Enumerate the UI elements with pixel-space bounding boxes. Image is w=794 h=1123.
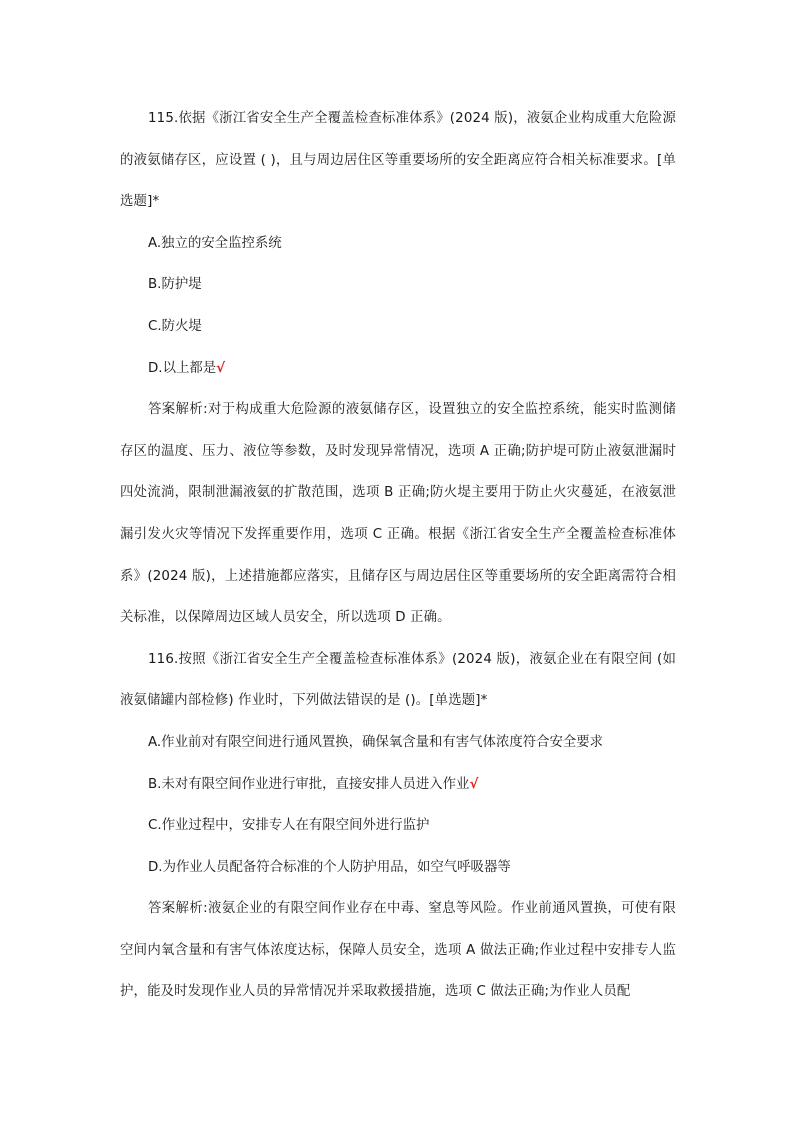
correct-check-icon: √ [216, 360, 226, 376]
question-116-option-a: A.作业前对有限空间进行通风置换，确保氧含量和有害气体浓度符合安全要求 [148, 734, 604, 750]
question-116-option-b: B.未对有限空间作业进行审批，直接安排人员进入作业 [148, 776, 470, 792]
question-115-analysis: 答案解析:对于构成重大危险源的液氨储存区，设置独立的安全监控系统，能实时监测储存区的温度、压力、液位等参数，及时发现异常情况，选项 A 正确;防护堤可防止液氨泄漏时四处流淌，限制泄漏液氨的扩散范围，选项 B 正确;防火堤主要用于防止火灾蔓延，在液氨泄漏引发火灾等情况下发挥重要作用，选项 C 正确。根据《浙江省安全生产全覆盖检查标准体系》(2024 版)，上述措施都应落实，且储存区与周边居住区等重要场所的安全距离需符合相关标准，以保障周边区域人员安全，所以选项 D 正确。 [120, 402, 676, 626]
question-116-analysis: 答案解析:液氨企业的有限空间作业存在中毒、窒息等风险。作业前通风置换，可使有限空间内氧含量和有害气体浓度达标，保障人员安全，选项 A 做法正确;作业过程中安排专人监护，能及时发现作业人员的异常情况并采取救援措施，选项 C 做法正确;为作业人员配 [120, 901, 676, 1000]
document-body [120, 98, 676, 1013]
question-115-option-b: B.防护堤 [148, 277, 202, 293]
question-116-option-b-row [120, 764, 676, 806]
correct-check-icon: √ [469, 776, 479, 792]
question-116-option-d: D.为作业人员配备符合标准的个人防护用品，如空气呼吸器等 [148, 859, 511, 875]
question-115-option-a: A.独立的安全监控系统 [148, 235, 282, 251]
question-115-option-c: C.防火堤 [148, 318, 202, 334]
question-115-option-d: D.以上都是 [148, 360, 217, 376]
question-115-option-d-row [120, 348, 676, 390]
question-115-stem: 115.依据《浙江省安全生产全覆盖检查标准体系》(2024 版)，液氨企业构成重大危险源的液氨储存区，应设置 ( )，且与周边居住区等重要场所的安全距离应符合相关标准要求。[单选题]* [120, 111, 676, 210]
question-116-option-c: C.作业过程中，安排专人在有限空间外进行监护 [148, 818, 430, 834]
question-116-stem: 116.按照《浙江省安全生产全覆盖检查标准体系》(2024 版)，液氨企业在有限空间 (如液氨储罐内部检修) 作业时，下列做法错误的是 ()。[单选题]* [120, 651, 676, 709]
